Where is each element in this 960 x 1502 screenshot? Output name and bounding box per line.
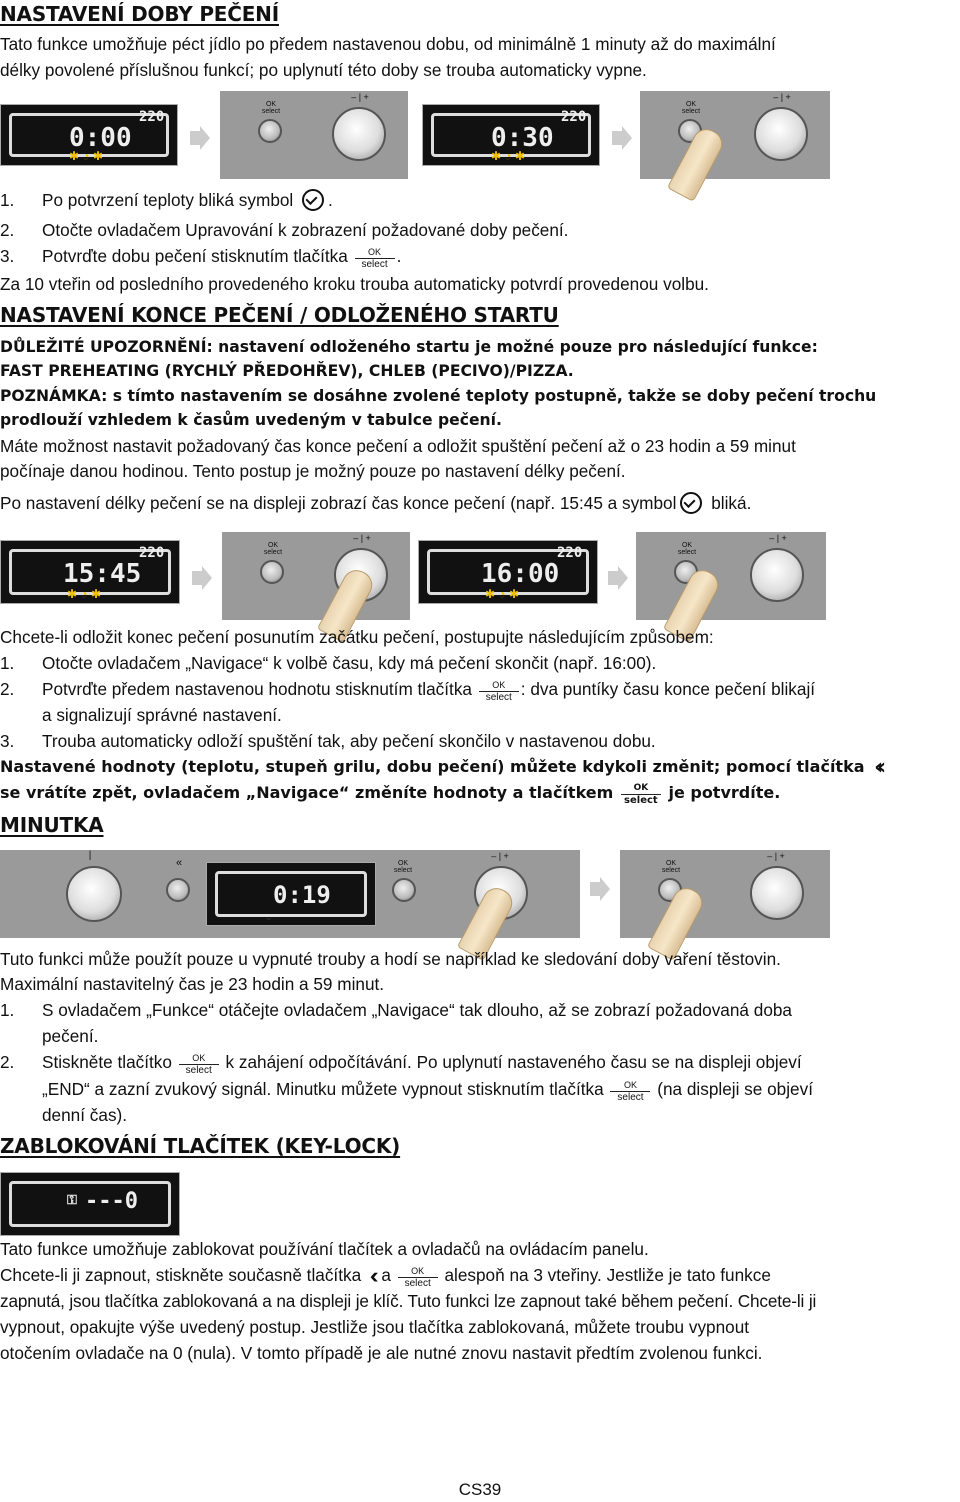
- paragraph-1a: Máte možnost nastavit požadovaný čas konce pečení a odložit spuštění pečení až o 23 hodin a 59 minut: [0, 436, 796, 456]
- display-time: 0:19: [273, 881, 331, 909]
- ok-select-icon: OK select: [355, 248, 395, 268]
- keylock-paragraph-4: vypnout, opakujte výše uvedený postup. Jestliže jsou tlačítka zablokovaná, můžete troubu vypnout: [0, 1317, 750, 1337]
- timer-step-1b: pečení.: [42, 1026, 99, 1046]
- note-line-1: POZNÁMKA: s tímto nastavením se dosáhne zvolené teploty postupně, takže se doby pečení trochu: [0, 387, 877, 405]
- control-panel-3: [222, 532, 410, 620]
- ok-select-icon: OK select: [610, 1081, 650, 1101]
- oven-display-1: [0, 104, 178, 166]
- clock-icon: [680, 492, 702, 514]
- display-time: 0:30: [491, 123, 554, 153]
- ok-select-label: OK select: [261, 101, 281, 115]
- ok-select-label: OK select: [681, 101, 701, 115]
- ok-select-button[interactable]: [260, 560, 284, 584]
- ok-select-icon: OK select: [179, 1054, 219, 1074]
- blink-marks: ✱ ◔ ✱: [491, 149, 526, 163]
- ok-select-label: OK select: [661, 860, 681, 874]
- arrow-icon-head: [618, 566, 628, 590]
- timer-step-2c: denní čas).: [42, 1105, 128, 1125]
- section-heading-key-lock: ZABLOKOVÁNÍ TLAČÍTEK (KEY-LOCK): [0, 1134, 401, 1158]
- arrow-icon-head: [622, 126, 632, 150]
- display-temp: 220: [139, 109, 165, 125]
- back-chevron-icon: ‹‹: [874, 755, 881, 780]
- clock-icon: [302, 189, 324, 211]
- oven-display-timer: [206, 862, 376, 926]
- display-time: 15:45: [63, 559, 142, 589]
- minus-plus-label: – | +: [353, 533, 371, 543]
- oven-display-2: [422, 104, 600, 166]
- ok-select-label: OK select: [393, 860, 413, 874]
- step-number: 1.: [0, 190, 15, 210]
- arrow-icon: [192, 571, 202, 585]
- timer-paragraph-1b: Maximální nastavitelný čas je 23 hodin a 59 minut.: [0, 974, 385, 994]
- end-step-3: Trouba automaticky odloží spuštění tak, aby pečení skončilo v nastavenou dobu.: [42, 731, 656, 751]
- display-temp: 220: [561, 109, 587, 125]
- section-heading-end-time: NASTAVENÍ KONCE PEČENÍ / ODLOŽENÉHO STARTU: [0, 303, 559, 327]
- intro-line-1: Tato funkce umožňuje péct jídlo po předem nastavenou dobu, od minimálně 1 minuty až do maximální: [0, 34, 776, 54]
- warning-line-1: DŮLEŽITÉ UPOZORNĚNÍ: nastavení odloženého startu je možné pouze pro následující funkce:: [0, 338, 818, 356]
- step-1: Po potvrzení teploty bliká symbol .: [42, 190, 333, 210]
- ok-select-icon: OK select: [479, 681, 519, 701]
- display-temp: 220: [139, 545, 165, 561]
- arrow-icon: [608, 571, 618, 585]
- minus-plus-label: – | +: [491, 851, 509, 861]
- bold-note-2: se vrátíte zpět, ovladačem „Navigace“ změníte hodnoty a tlačítkem OK select je potvrdíte.: [0, 783, 781, 806]
- step-2: Otočte ovladačem Upravování k zobrazení požadované doby pečení.: [42, 220, 569, 240]
- back-button[interactable]: [166, 878, 190, 902]
- end-step-1: Otočte ovladačem „Navigace“ k volbě času, kdy má pečení skončit (např. 16:00).: [42, 653, 657, 673]
- arrow-icon: [190, 131, 200, 145]
- timer-step-1a: S ovladačem „Funkce“ otáčejte ovladačem „Navigace“ tak dlouho, až se zobrazí požadovaná doba: [42, 1000, 792, 1020]
- function-knob[interactable]: [66, 866, 122, 922]
- end-step-2-cont: a signalizují správné nastavení.: [42, 705, 282, 725]
- step-number: 2.: [0, 220, 15, 240]
- timer-paragraph-1a: Tuto funkci může použít pouze u vypnuté trouby a hodí se například ke sledování doby vaření těstovin.: [0, 949, 781, 969]
- off-bar-label: |: [88, 850, 92, 861]
- step-number: 2.: [0, 1052, 15, 1072]
- back-chevron-icon: ‹‹: [369, 1263, 373, 1288]
- navigation-knob[interactable]: [750, 866, 804, 920]
- keylock-paragraph-1: Tato funkce umožňuje zablokovat používání tlačítek a ovladačů na ovládacím panelu.: [0, 1239, 649, 1259]
- control-panel-2: [640, 91, 830, 179]
- oven-display-3: [0, 540, 180, 604]
- blink-marks: ✱ ◔ ✱: [485, 587, 520, 601]
- minus-plus-label: – | +: [767, 851, 785, 861]
- step-number: 3.: [0, 246, 15, 266]
- page-number: CS39: [458, 1480, 502, 1499]
- ok-select-label: OK select: [263, 542, 283, 556]
- ok-select-button[interactable]: [392, 878, 416, 902]
- display-time: 16:00: [481, 559, 560, 589]
- navigation-knob[interactable]: [750, 548, 804, 602]
- paragraph-3: Chcete-li odložit konec pečení posunutím začátku pečení, postupujte následujícím způsobem:: [0, 627, 714, 647]
- keylock-paragraph-3: zapnutá, jsou tlačítka zablokovaná a na displeji je klíč. Tuto funkci lze zapnout také během pečení. Chcete-li ji: [0, 1291, 817, 1311]
- blink-marks: ✱ ◔ ✱: [69, 149, 104, 163]
- step-number: 1.: [0, 653, 15, 673]
- navigation-knob[interactable]: [332, 107, 386, 161]
- step-number: 1.: [0, 1000, 15, 1020]
- minus-plus-label: – | +: [769, 533, 787, 543]
- control-panel-5: [620, 850, 830, 938]
- paragraph-1b: počínaje danou hodinou. Tento postup je možný pouze po nastavení délky pečení.: [0, 461, 626, 481]
- control-panel-1: [220, 91, 408, 179]
- timer-step-2b: „END“ a zazní zvukový signál. Minutku můžete vypnout stisknutím tlačítka OK select (na displeji se objeví: [42, 1079, 813, 1103]
- arrow-icon-head: [600, 877, 610, 901]
- keylock-paragraph-5: otočením ovladače na 0 (nula). V tomto případě je ale nutné znovu nastavit předtím zvolenou funkci.: [0, 1343, 763, 1363]
- oven-display-keylock: [0, 1172, 180, 1236]
- section-heading-timer: MINUTKA: [0, 813, 104, 837]
- display-time: 0:00: [69, 123, 132, 153]
- back-label: «: [175, 857, 183, 869]
- warning-line-2: FAST PREHEATING (RYCHLÝ PŘEDOHŘEV), CHLEB (PECIVO)/PIZZA.: [0, 362, 574, 380]
- paragraph-2: Po nastavení délky pečení se na displeji zobrazí čas konce pečení (např. 15:45 a symbol bliká.: [0, 493, 752, 513]
- step-number: 2.: [0, 679, 15, 699]
- section-heading-cooking-time: NASTAVENÍ DOBY PEČENÍ: [0, 2, 279, 26]
- note-line-2: prodlouží vzhledem k časům uvedeným v tabulce pečení.: [0, 411, 502, 429]
- clock-mark: ◔: [265, 909, 273, 923]
- arrow-icon-head: [200, 126, 210, 150]
- navigation-knob[interactable]: [754, 107, 808, 161]
- blink-marks: ✱ ◔ ✱: [67, 587, 102, 601]
- display-temp: 220: [557, 545, 583, 561]
- ok-select-icon: OK select: [621, 784, 661, 804]
- arrow-icon: [612, 131, 622, 145]
- arrow-icon-head: [202, 566, 212, 590]
- key-icon: ⚿: [67, 1193, 77, 1208]
- intro-line-2: délky povolené příslušnou funkcí; po uplynutí této doby se trouba automaticky vypne.: [0, 60, 647, 80]
- step-number: 3.: [0, 731, 15, 751]
- timer-step-2a: Stiskněte tlačítko OK select k zahájení odpočítávání. Po uplynutí nastaveného času se na displeji objeví: [42, 1052, 802, 1076]
- minus-plus-label: – | +: [773, 92, 791, 102]
- keylock-paragraph-2: Chcete-li ji zapnout, stiskněte současně tlačítka ‹‹ a OK select alespoň na 3 vteřiny. Jestliže je tato funkce: [0, 1263, 771, 1289]
- arrow-icon: [590, 882, 600, 896]
- step-3: Potvrďte dobu pečení stisknutím tlačítka OK select .: [42, 246, 402, 270]
- ok-select-button[interactable]: [258, 119, 282, 143]
- control-panel-4: [636, 532, 826, 620]
- minus-plus-label: – | +: [351, 92, 369, 102]
- ok-select-icon: OK select: [398, 1267, 438, 1287]
- auto-confirm-note: Za 10 vteřin od posledního provedeného kroku trouba automaticky potvrdí provedenou volbu.: [0, 274, 709, 294]
- ok-select-label: OK select: [677, 542, 697, 556]
- display-text: ---0: [85, 1189, 138, 1214]
- control-panel-wide: [0, 850, 580, 938]
- oven-display-4: [418, 540, 598, 604]
- end-step-2: Potvrďte předem nastavenou hodnotu stisknutím tlačítka OK select : dva puntíky času konce pečení blikají: [42, 679, 816, 703]
- bold-note-1: Nastavené hodnoty (teplotu, stupeň grilu, dobu pečení) můžete kdykoli změnit; pomocí tlačítka ‹‹: [0, 755, 881, 780]
